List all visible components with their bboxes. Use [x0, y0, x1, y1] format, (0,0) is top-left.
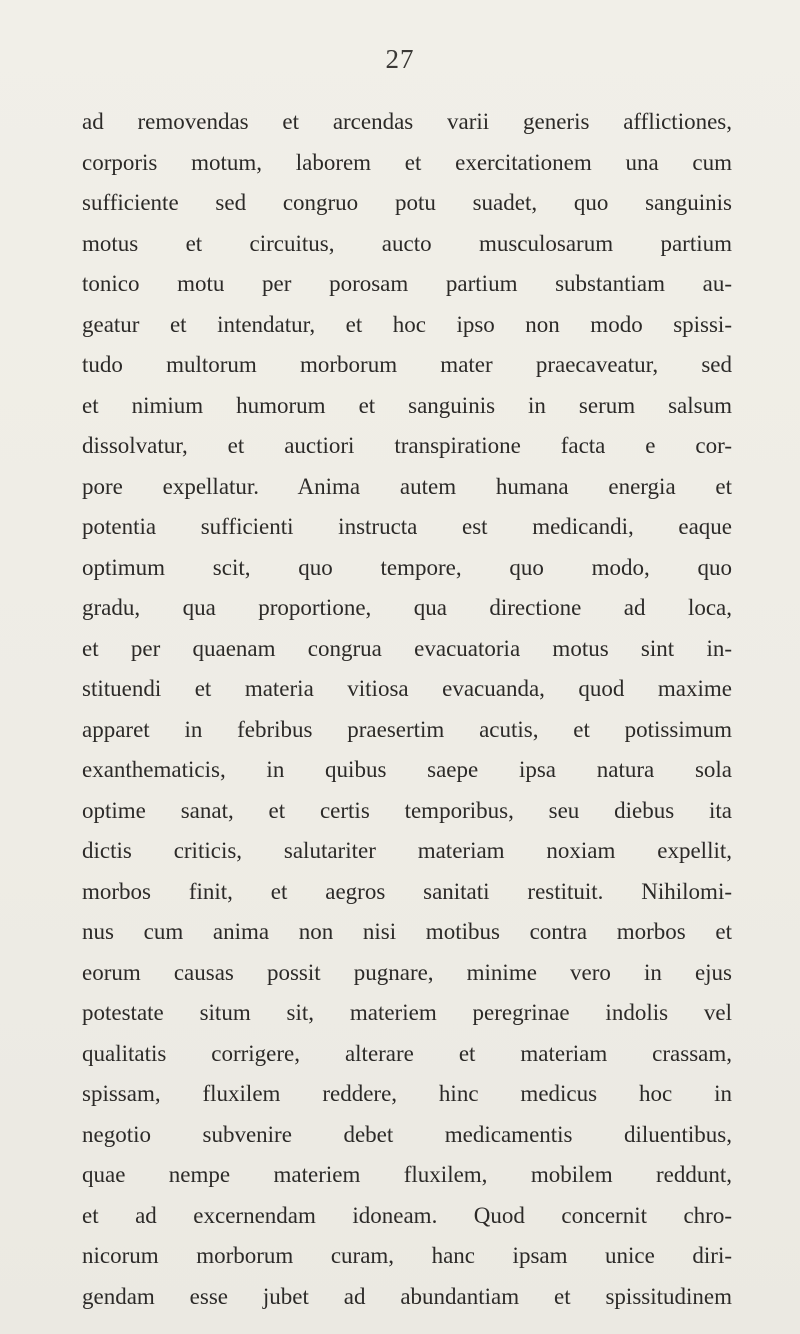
- text-line: potestate situm sit, materiem peregrinae indolis vel: [82, 1000, 732, 1025]
- text-line: spissam, fluxilem reddere, hinc medicus hoc in: [82, 1081, 732, 1106]
- text-line: optime sanat, et certis temporibus, seu diebus ita: [82, 797, 732, 823]
- text-line: optimum scit, quo tempore, quo modo, quo: [82, 554, 732, 580]
- text-line: gendam esse jubet ad abundantiam et spissitudinem: [82, 1283, 732, 1309]
- text-line: tudo multorum morborum mater praecaveatur, sed: [82, 352, 732, 377]
- page-number: 27: [385, 44, 415, 74]
- text-line: motus et circuitus, aucto musculosarum partium: [82, 230, 732, 256]
- text-line: sufficiente sed congruo potu suadet, quo sanguinis: [82, 190, 732, 215]
- text-line: qualitatis corrigere, alterare et materiam crassam,: [82, 1040, 732, 1066]
- text-line: et per quaenam congrua evacuatoria motus sint in-: [82, 635, 732, 661]
- text-line: negotio subvenire debet medicamentis diluentibus,: [82, 1121, 732, 1147]
- text-line: potentia sufficienti instructa est medicandi, eaque: [82, 514, 732, 539]
- text-line: et ad excernendam idoneam. Quod concernit chro-: [82, 1202, 732, 1228]
- text-line: dissolvatur, et auctiori transpiratione facta e cor-: [82, 433, 732, 458]
- text-line: eorum causas possit pugnare, minime vero in ejus: [82, 959, 732, 985]
- text-line: quae nempe materiem fluxilem, mobilem reddunt,: [82, 1162, 732, 1187]
- text-line: morbos finit, et aegros sanitati restituit. Nihilomi-: [82, 878, 732, 904]
- text-line: nicorum morborum curam, hanc ipsam unice diri-: [82, 1243, 732, 1268]
- text-line: apparet in febribus praesertim acutis, et potissimum: [82, 716, 732, 742]
- text-line: nus cum anima non nisi motibus contra morbos et: [82, 919, 732, 944]
- text-line: ad removendas et arcendas varii generis afflictiones,: [82, 109, 732, 134]
- text-line: stituendi et materia vitiosa evacuanda, quod maxime: [82, 676, 732, 701]
- text-line: pore expellatur. Anima autem humana energia et: [82, 473, 732, 499]
- text-line: et nimium humorum et sanguinis in serum salsum: [82, 392, 732, 418]
- text-line: exanthematicis, in quibus saepe ipsa natura sola: [82, 757, 732, 782]
- body-text: [82, 102, 732, 1317]
- text-line: geatur et intendatur, et hoc ipso non modo spissi-: [82, 311, 732, 337]
- text-line: tonico motu per porosam partium substantiam au-: [82, 271, 732, 296]
- text-line: corporis motum, laborem et exercitationem una cum: [82, 149, 732, 175]
- text-line: dictis criticis, salutariter materiam noxiam expellit,: [82, 838, 732, 863]
- text-line: gradu, qua proportione, qua directione ad loca,: [82, 595, 732, 620]
